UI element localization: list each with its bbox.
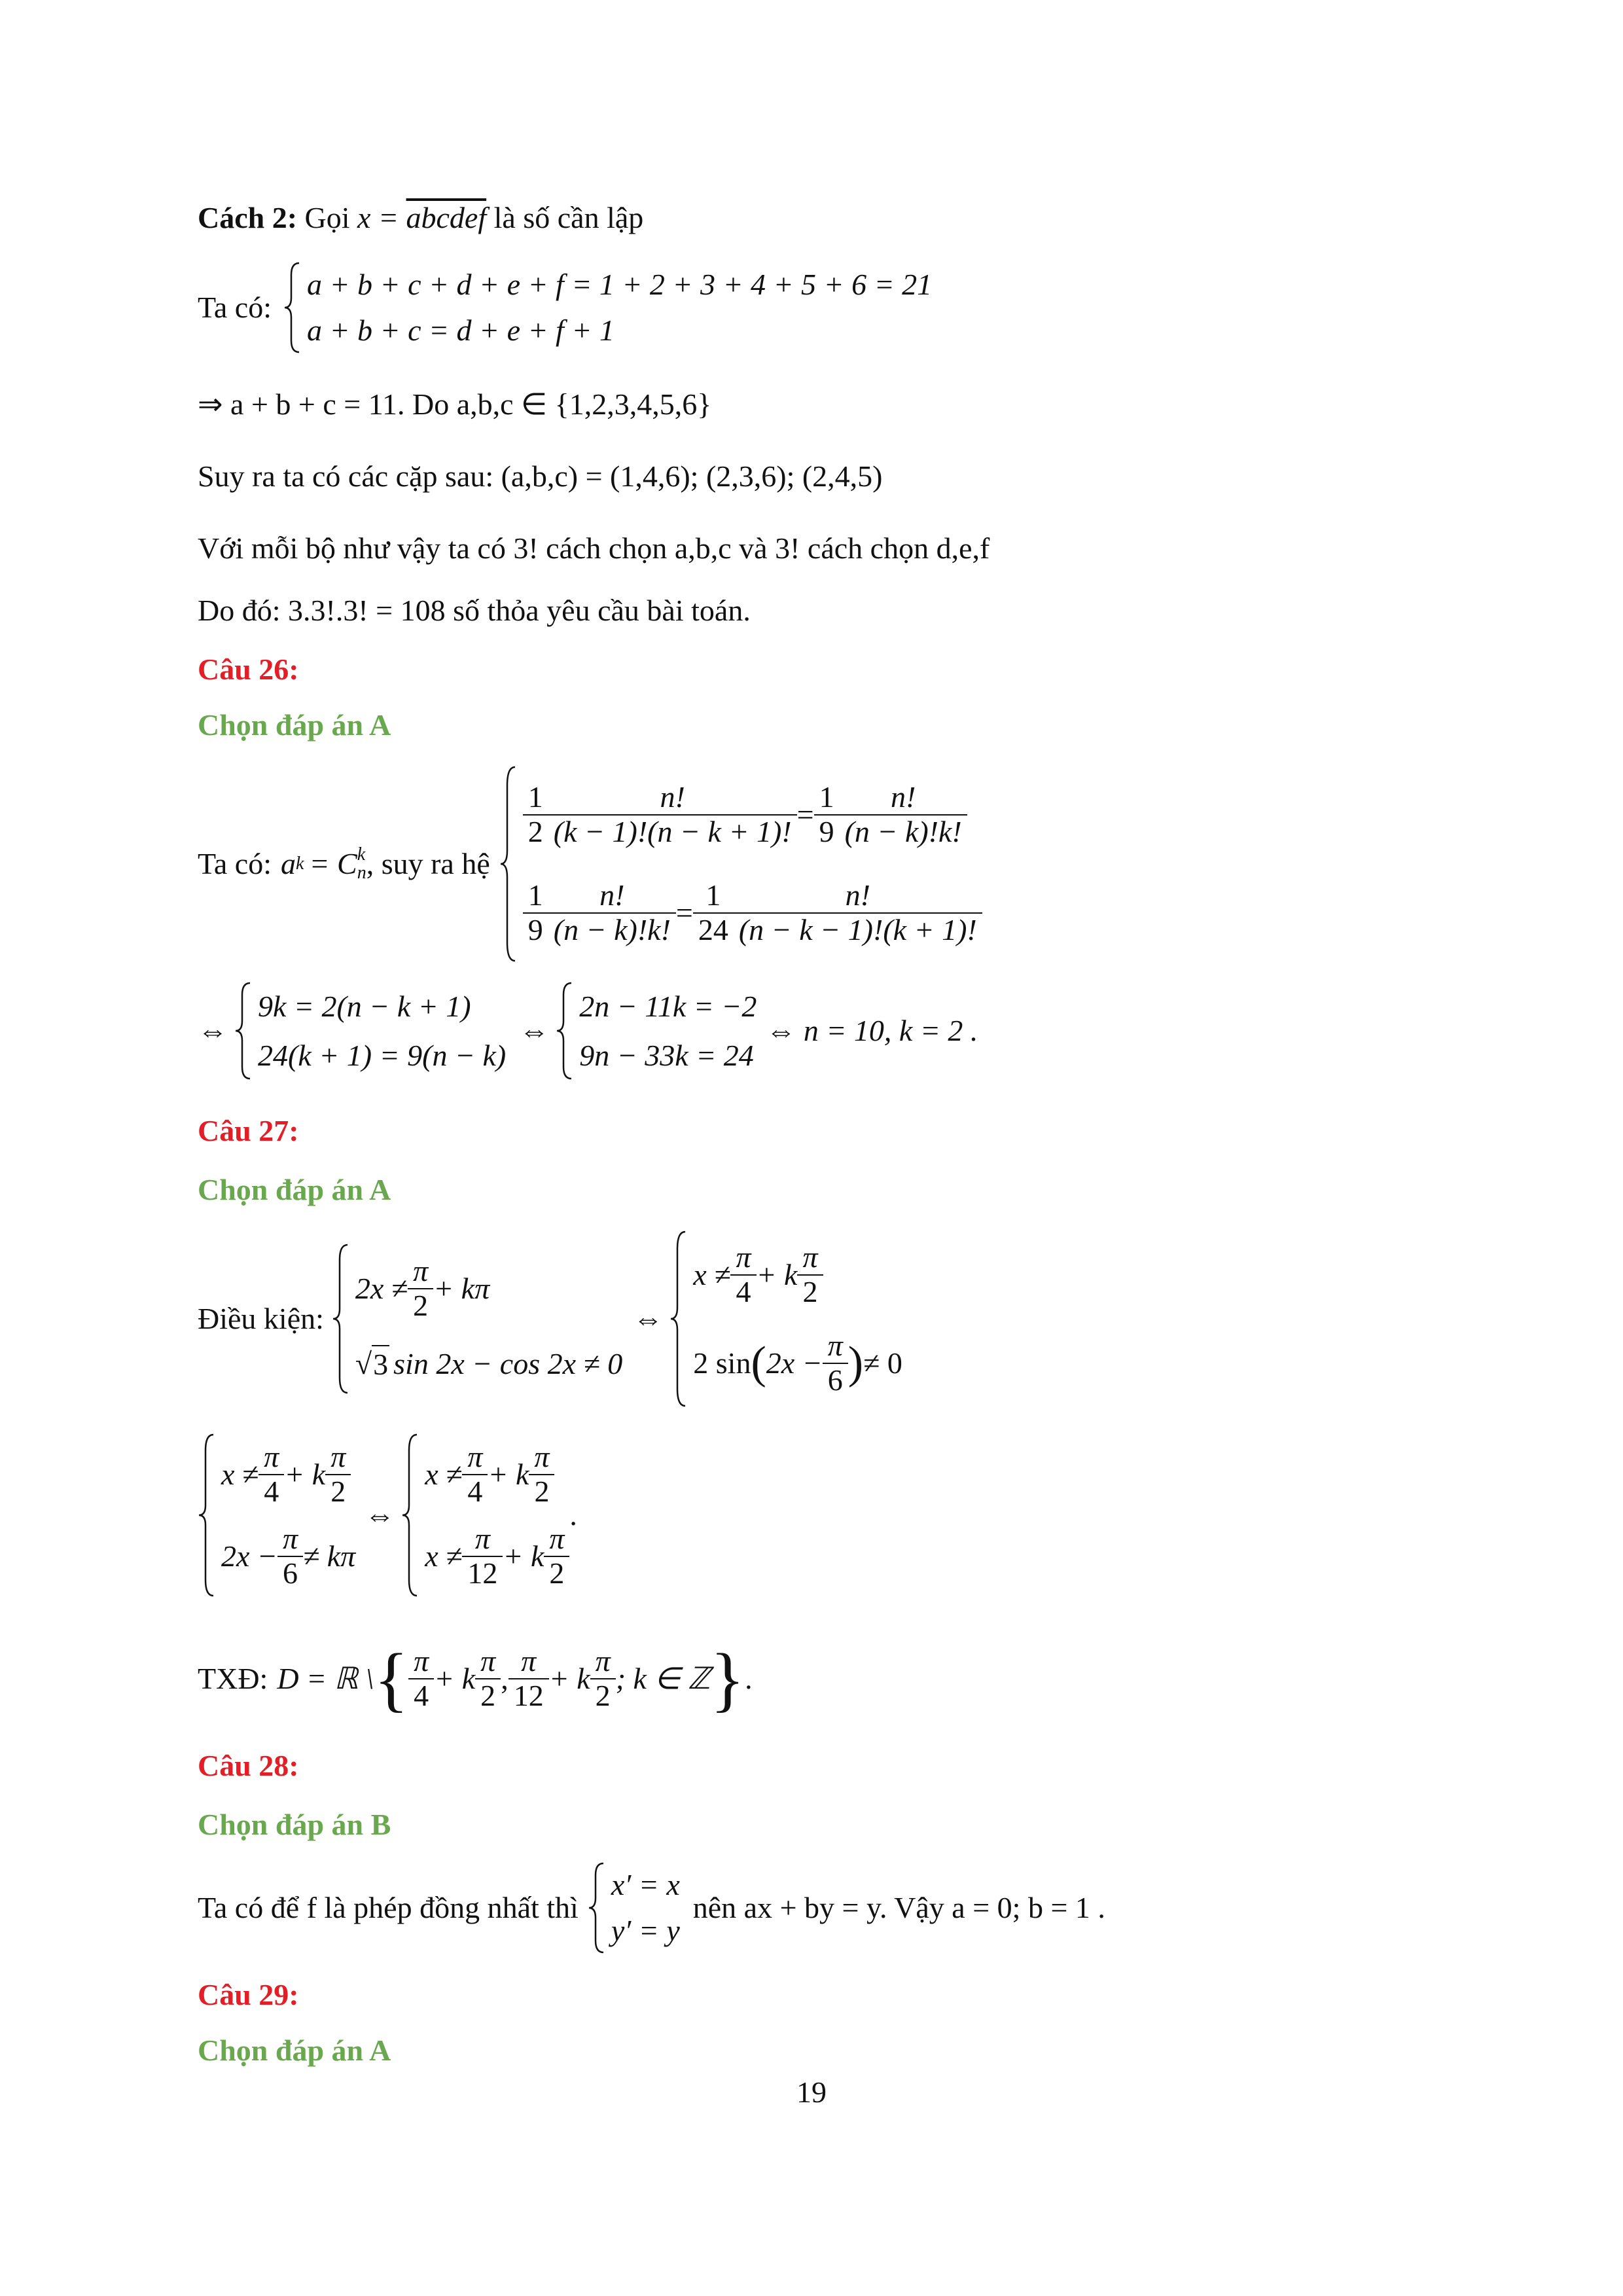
txd-domain: D = ℝ \ — [277, 1662, 374, 1696]
system-26-line — [198, 766, 982, 962]
cach2-label: Cách 2: — [198, 201, 298, 234]
system-27a — [332, 1244, 622, 1394]
system-26-row-1: $\frac{1}{2}$ $\frac{n!}{(k - 1)!(n - k + 1)!}$ = $\frac{1}{9}$ $\frac{n!}{(n - k)!k!}$ — [523, 781, 982, 848]
system-27c-row-2: 2x − $\frac{\pi}{6}$ ≠ kπ — [221, 1521, 356, 1590]
left-brace-icon — [283, 262, 303, 353]
do-do-line: Do đó: 3.3!.3! = 108 số thỏa yêu cầu bài toán. — [198, 594, 751, 627]
system-26-row-2: $\frac{1}{9}$ $\frac{n!}{(n - k)!k!}$ = $\frac{1}{24}$ $\frac{n!}{(n - k - 1)!(k + 1)!}$ — [523, 879, 982, 946]
system-1-line — [198, 262, 932, 353]
cach2-overline-number: abcdef — [406, 201, 487, 234]
ak-symbol: a — [281, 847, 296, 881]
system-27-line — [198, 1230, 902, 1407]
ckn-sub: n — [357, 863, 366, 883]
answer-27: Chọn đáp án A — [198, 1173, 391, 1206]
system-26b-row-2: 9n − 33k = 24 — [579, 1038, 754, 1072]
txd-line: TXĐ: D = ℝ \ { $\frac{\pi}{4}$ + k $\frac{\pi}{2}$ , $\frac{\pi}{12}$ + k $\frac{\pi}{2}$ ; k ∈ ℤ } . — [198, 1639, 753, 1719]
answer-29: Chọn đáp án A — [198, 2034, 391, 2067]
question-29-heading: Câu 29: — [198, 1978, 299, 2011]
system-1-row-2: a + b + c = d + e + f + 1 — [307, 314, 615, 348]
left-brace-icon — [556, 982, 575, 1080]
suy-ra-he: , suy ra hệ — [366, 847, 490, 881]
system-27a-row-2: √ 3 sin 2x − cos 2x ≠ 0 — [355, 1345, 622, 1382]
taco26-label: Ta có: — [198, 847, 272, 881]
taco-label: Ta có: — [198, 291, 272, 325]
question-27-heading: Câu 27: — [198, 1114, 299, 1147]
system-27b — [669, 1230, 902, 1407]
system-28-row-2: y′ = y — [611, 1914, 680, 1948]
system-28-row-1: x′ = x — [611, 1868, 680, 1902]
left-brace-icon — [499, 766, 519, 962]
suy-ra-line: Suy ra ta có các cặp sau: (a,b,c) = (1,4,6); (2,3,6); (2,4,5) — [198, 459, 883, 493]
cach2-var: x = — [357, 201, 406, 234]
system-28-line — [198, 1862, 1105, 1954]
s28-text-a: Ta có để f là phép đồng nhất thì — [198, 1891, 579, 1925]
left-brace-icon — [669, 1230, 689, 1407]
left-brace-icon — [401, 1433, 421, 1597]
system-27d-row-1: x ≠ $\frac{\pi}{4}$ + k $\frac{\pi}{2}$ — [425, 1441, 569, 1508]
ak-sub: k — [296, 853, 304, 874]
ckn-symbol: = C — [309, 847, 357, 881]
iff-symbol-27b: ⇔ — [365, 1498, 395, 1532]
system-26a-row-2: 24(k + 1) = 9(n − k) — [258, 1038, 507, 1072]
system-26a — [234, 982, 506, 1080]
system-1-row-1: a + b + c + d + e + f = 1 + 2 + 3 + 4 + 5 + 6 = 21 — [307, 268, 933, 302]
iff-symbol-2: ⇔ — [519, 1014, 550, 1048]
system-26 — [499, 766, 982, 962]
system-26a-row-1: 9k = 2(n − k + 1) — [258, 989, 471, 1023]
system-26-solution — [198, 982, 978, 1080]
cach2-tail: là số cần lập — [493, 201, 644, 234]
question-26-heading: Câu 26: — [198, 653, 299, 686]
page-number: 19 — [796, 2075, 827, 2109]
system-27c-row-1: x ≠ $\frac{\pi}{4}$ + k $\frac{\pi}{2}$ — [221, 1441, 355, 1508]
system-27c — [198, 1433, 355, 1597]
iff-symbol: ⇔ — [198, 1014, 228, 1048]
iff-symbol-27: ⇔ — [633, 1302, 664, 1336]
system-27a-row-1: 2x ≠ $\frac{\pi}{2}$ + kπ — [355, 1254, 490, 1322]
answer-26: Chọn đáp án A — [198, 708, 391, 742]
s28-text-b: nên ax + by = y. Vậy a = 0; b = 1 . — [692, 1891, 1105, 1925]
ckn-sup: k — [357, 844, 366, 865]
left-brace-icon — [588, 1862, 607, 1954]
system-28 — [588, 1862, 680, 1954]
system-27b-row-1: x ≠ $\frac{\pi}{4}$ + k $\frac{\pi}{2}$ — [693, 1241, 902, 1308]
left-brace-icon — [198, 1433, 217, 1597]
left-brace-icon — [332, 1244, 351, 1394]
system-27b-row-2: 2 sin ( 2x − $\frac{\pi}{6}$ ) ≠ 0 — [693, 1328, 902, 1397]
system-27-step2 — [198, 1433, 577, 1597]
system-27d — [401, 1433, 569, 1597]
system-26b — [556, 982, 757, 1080]
voi-moi-line: Với mỗi bộ như vậy ta có 3! cách chọn a,b,c và 3! cách chọn d,e,f — [198, 531, 990, 565]
implication-line: ⇒ a + b + c = 11. Do a,b,c ∈ {1,2,3,4,5,6} — [198, 387, 712, 421]
cach2-text: Gọi — [304, 201, 350, 234]
cach2-line — [198, 200, 643, 236]
answer-28: Chọn đáp án B — [198, 1808, 391, 1841]
txd-label: TXĐ: — [198, 1662, 268, 1696]
period: . — [569, 1498, 577, 1532]
system-1 — [283, 262, 932, 353]
system-27d-row-2: x ≠ $\frac{\pi}{12}$ + k $\frac{\pi}{2}$ — [425, 1522, 569, 1590]
result-26: ⇔ n = 10, k = 2 . — [766, 1014, 978, 1048]
dieu-kien-label: Điều kiện: — [198, 1302, 324, 1336]
question-28-heading: Câu 28: — [198, 1749, 299, 1782]
left-brace-icon — [234, 982, 254, 1080]
system-26b-row-1: 2n − 11k = −2 — [579, 989, 757, 1023]
sqrt-icon: √ — [355, 1347, 372, 1381]
